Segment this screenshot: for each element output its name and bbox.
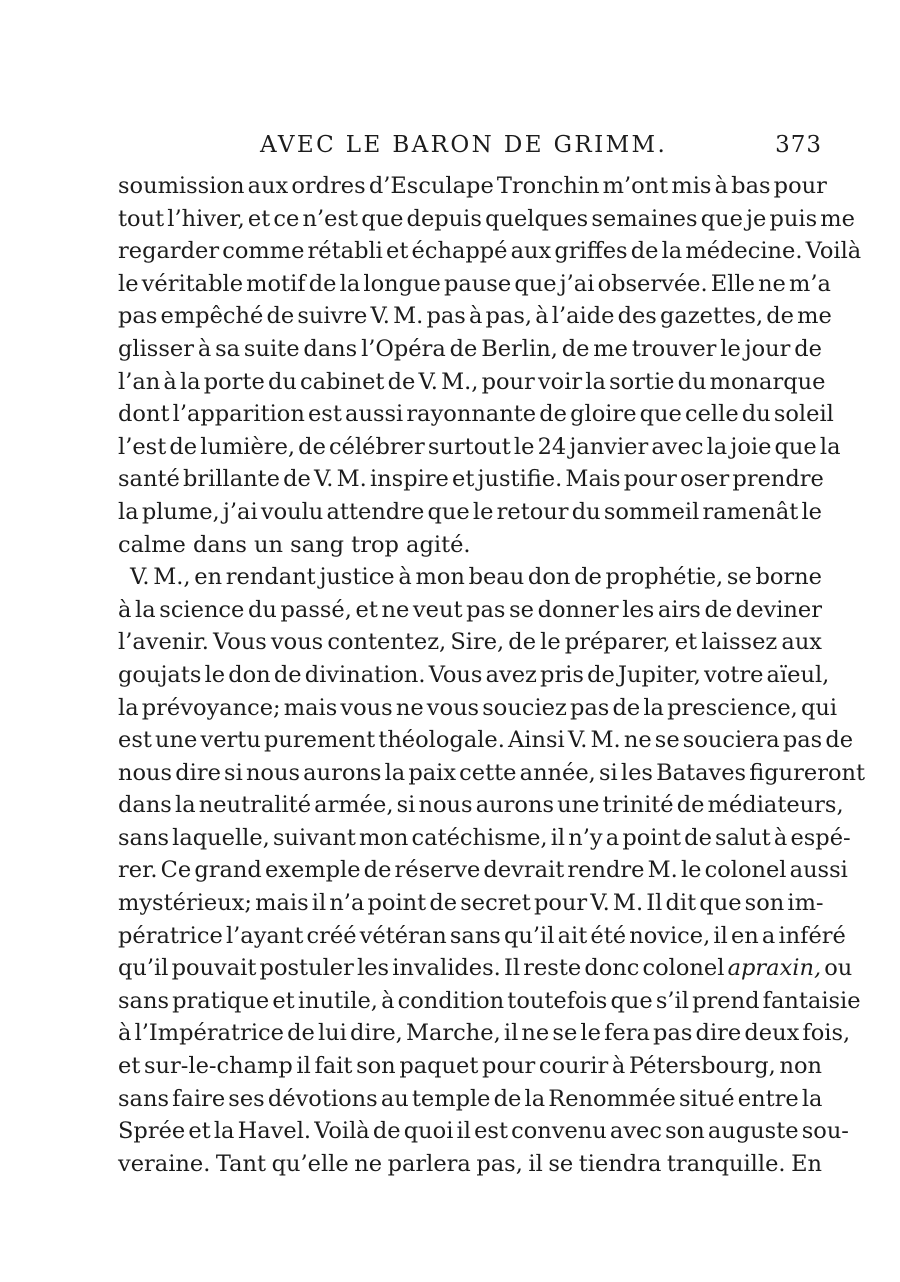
text-line-with-italic	[118, 952, 853, 985]
text-line: la prévoyance; mais vous ne vous souciez pas de la prescience, qui	[118, 694, 838, 721]
text-line: nous dire si nous aurons la paix cette année, si les Bataves figureront	[118, 759, 866, 786]
text-line: rer. Ce grand exemple de réserve devrait rendre M. le colonel aussi	[118, 857, 848, 884]
text-line: l’an à la porte du cabinet de V. M., pour voir la sortie du monarque	[118, 368, 826, 395]
text-line: V. M., en rendant justice à mon beau don de prophétie, se borne	[130, 564, 822, 591]
text-line: glisser à sa suite dans l’Opéra de Berlin, de me trouver le jour de	[118, 335, 822, 362]
text-line: sans pratique et inutile, à condition toutefois que s’il prend fantaisie	[118, 987, 861, 1014]
text-line: santé brillante de V. M. inspire et justifie. Mais pour oser prendre	[118, 466, 824, 493]
running-head	[118, 128, 822, 164]
text-line: soumission aux ordres d’Esculape Tronchin m’ont mis à bas pour	[118, 173, 827, 199]
text-segment: ou	[821, 955, 853, 982]
text-line: sans faire ses dévotions au temple de la Renommée situé entre la	[118, 1085, 823, 1112]
text-line: mystérieux; mais il n’a point de secret pour V. M. Il dit que son im-	[118, 890, 824, 917]
text-line: Sprée et la Havel. Voilà de quoi il est convenu avec son auguste sou-	[118, 1118, 849, 1145]
text-line: dont l’apparition est aussi rayonnante de gloire que celle du soleil	[118, 401, 834, 428]
page-number: 373	[775, 132, 822, 158]
text-line: calme dans un sang trop agité.	[118, 531, 471, 558]
paragraph-2	[118, 561, 866, 1180]
text-block	[118, 170, 866, 1180]
text-line: regarder comme rétabli et échappé aux griffes de la médecine. Voilà	[118, 238, 862, 265]
text-line: la plume, j’ai voulu attendre que le retour du sommeil ramenât le	[118, 498, 822, 525]
text-line: veraine. Tant qu’elle ne parlera pas, il se tiendra tranquille. En	[118, 1150, 822, 1177]
text-line: l’est de lumière, de célébrer surtout le 24 janvier avec la joie que la	[118, 433, 841, 460]
italic-word: apraxin,	[727, 955, 822, 982]
text-line: le véritable motif de la longue pause que j’ai observée. Elle ne m’a	[118, 270, 831, 297]
text-line: pératrice l’ayant créé vétéran sans qu’il ait été novice, il en a inféré	[118, 922, 846, 949]
text-line: à la science du passé, et ne veut pas se donner les airs de deviner	[118, 596, 822, 623]
text-segment: qu’il pouvait postuler les invalides. Il reste donc colonel	[118, 955, 728, 982]
text-line: goujats le don de divination. Vous avez pris de Jupiter, votre aïeul,	[118, 661, 830, 688]
text-line: pas empêché de suivre V. M. pas à pas, à l’aide des gazettes, de me	[118, 303, 832, 330]
text-line: sans laquelle, suivant mon catéchisme, il n’y a point de salut à espé-	[118, 824, 851, 851]
text-line: à l’Impératrice de lui dire, Marche, il ne se le fera pas dire deux fois,	[118, 1020, 851, 1047]
text-line: dans la neutralité armée, si nous aurons une trinité de médiateurs,	[118, 792, 844, 819]
paragraph-1	[118, 170, 862, 561]
text-line: est une vertu purement théologale. Ainsi V. M. ne se souciera pas de	[118, 727, 854, 754]
text-line: tout l’hiver, et ce n’est que depuis quelques semaines que je puis me	[118, 205, 855, 232]
text-line: et sur-le-champ il fait son paquet pour courir à Pétersbourg, non	[118, 1053, 822, 1080]
text-line: l’avenir. Vous vous contentez, Sire, de le préparer, et laissez aux	[118, 629, 822, 656]
running-title: AVEC LE BARON DE GRIMM.	[260, 132, 668, 158]
